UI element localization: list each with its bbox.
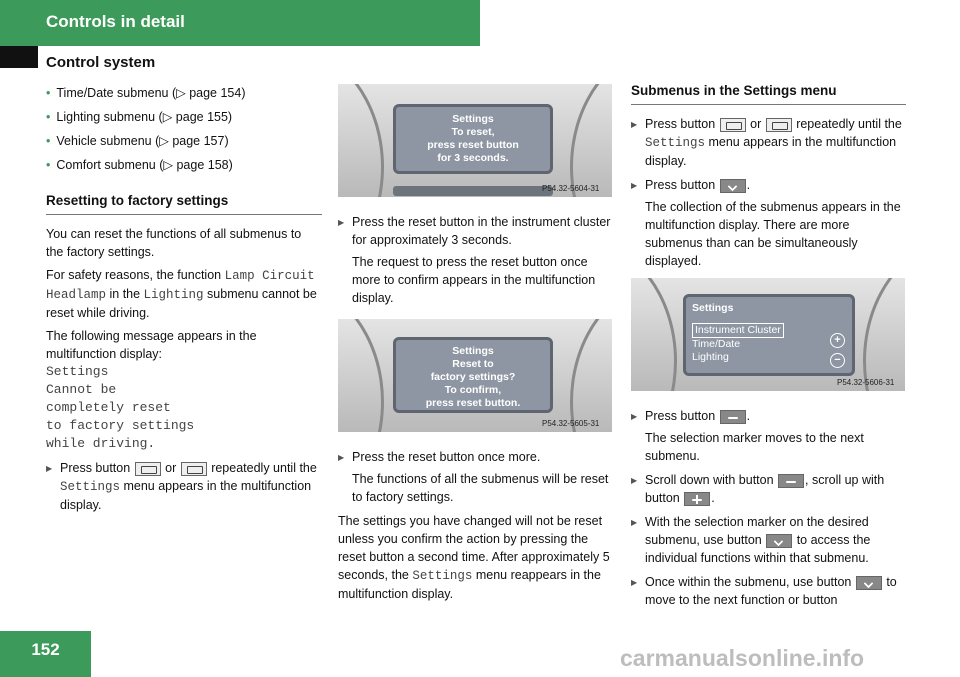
header-tab	[0, 46, 38, 68]
display-message: Settings Cannot be completely reset to factory settings while driving.	[46, 364, 195, 451]
display-button-icon	[181, 462, 207, 476]
display-screen: Settings Instrument Cluster Time/Date Lighting + −	[683, 294, 855, 376]
middle-text-2	[338, 448, 616, 608]
figure-code: P54.32-5604-31	[542, 184, 600, 193]
section-heading: Resetting to factory settings	[46, 192, 322, 215]
instruction-step: ▶ Scroll down with button , scroll up with button .	[631, 471, 909, 507]
middle-text-1	[338, 213, 614, 313]
instruction-step: ▶ Press button or repeatedly until the Settings menu appears in the multifunction display.	[631, 115, 906, 170]
page-number: 152	[31, 640, 60, 659]
minus-icon: −	[830, 353, 845, 368]
minus-button-icon	[720, 410, 746, 424]
instruction-step: ▶ Press button or repeatedly until the Settings menu appears in the multifunction display.	[46, 459, 322, 514]
display-button-icon	[766, 118, 792, 132]
display-illustration-reset	[338, 84, 612, 197]
ok-button-icon	[720, 179, 746, 193]
display-screen: Settings To reset, press reset button for 3 seconds.	[393, 104, 553, 174]
selected-item: Instrument Cluster	[692, 323, 784, 338]
ok-button-icon	[766, 534, 792, 548]
instruction-step: ▶ Press the reset button in the instrument cluster for approximately 3 seconds. The request to press the reset button once more to confirm appears in the multifunction display.	[338, 213, 614, 307]
display-illustration-confirm	[338, 319, 612, 432]
figure-code: P54.32-5606-31	[837, 378, 895, 387]
display-illustration-submenus	[631, 278, 905, 391]
instruction-step: ▶ Press button . The collection of the submenus appears in the multifunction display. There are more submenus than can be simultaneously displayed.	[631, 176, 906, 270]
left-column	[46, 84, 322, 520]
plus-icon: +	[830, 333, 845, 348]
list-item: • Time/Date submenu (▷ page 154)	[46, 86, 246, 100]
instruction-step: ▶ Press button . The selection marker moves to the next submenu.	[631, 407, 909, 465]
list-item: • Comfort submenu (▷ page 158)	[46, 158, 233, 172]
minus-button-icon	[778, 474, 804, 488]
list-item: • Lighting submenu (▷ page 155)	[46, 110, 233, 124]
display-button-icon	[135, 462, 161, 476]
section-heading: Submenus in the Settings menu	[631, 82, 906, 105]
instruction-step: ▶ Once within the submenu, use button to move to the next function or button	[631, 573, 909, 609]
plus-button-icon	[684, 492, 710, 506]
list-item: • Vehicle submenu (▷ page 157)	[46, 134, 229, 148]
display-screen: Settings Reset to factory settings? To confirm, press reset button.	[393, 337, 553, 413]
instruction-step: ▶ With the selection marker on the desired submenu, use button to access the individual functions within that submenu.	[631, 513, 909, 567]
display-button-icon	[720, 118, 746, 132]
display-title: Settings	[692, 302, 734, 314]
ok-button-icon	[856, 576, 882, 590]
right-column-bottom	[631, 407, 909, 615]
paragraph: The settings you have changed will not be reset unless you confirm the action by pressing the reset button a second time. After approximately 5 seconds, the Settings menu reappears in the multifunction display.	[338, 514, 610, 601]
section-title: Control system	[46, 54, 156, 71]
chapter-title: Controls in detail	[46, 12, 185, 31]
watermark: carmanualsonline.info	[620, 645, 865, 671]
right-column-top	[631, 82, 906, 276]
paragraph: For safety reasons, the function Lamp Circuit Headlamp in the Lighting submenu cannot be reset while driving.	[46, 268, 317, 320]
figure-code: P54.32-5605-31	[542, 419, 600, 428]
instruction-step: ▶ Press the reset button once more. The functions of all the submenus will be reset to factory settings.	[338, 448, 616, 506]
paragraph: You can reset the functions of all submenus to the factory settings.	[46, 227, 302, 259]
paragraph: The following message appears in the multifunction display:	[46, 329, 257, 361]
